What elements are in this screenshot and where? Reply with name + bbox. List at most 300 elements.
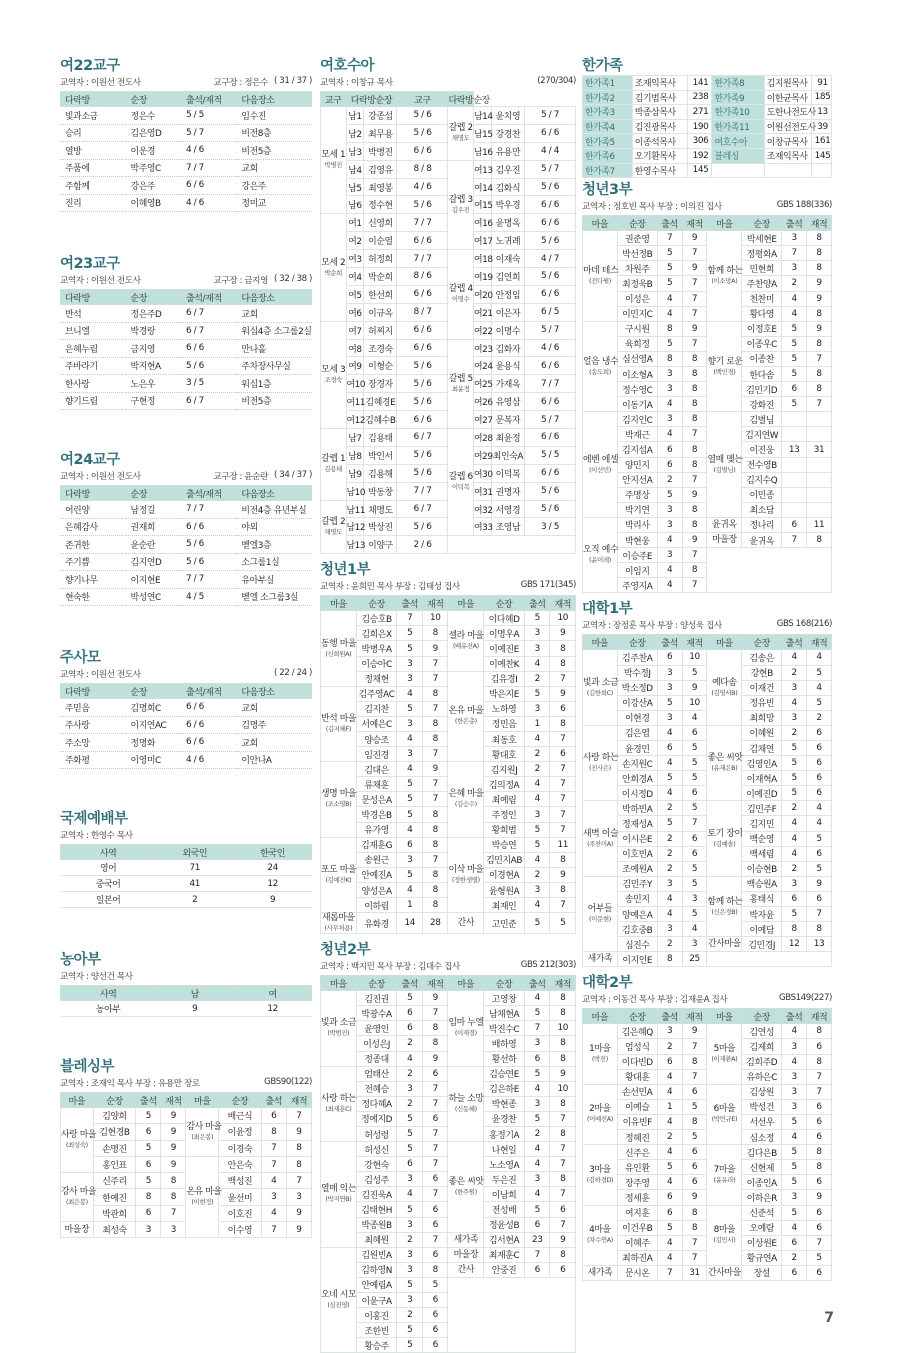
table-cell: 2 <box>657 472 682 487</box>
table-cell: 4 <box>782 306 807 321</box>
table-row <box>321 1232 576 1247</box>
table-cell: 5 <box>807 665 832 680</box>
table-cell: 어린양 <box>60 501 126 519</box>
table-cell: 박자윤 <box>742 907 782 922</box>
table-cell: 14 <box>397 913 423 934</box>
table-cell: 심선영A <box>617 351 657 366</box>
group-name: 열매 맺는 <box>707 454 743 465</box>
table-cell: 6 <box>422 1293 448 1308</box>
group-name: 갈렙 4 <box>448 284 473 295</box>
table-cell: 8 <box>682 517 707 532</box>
table-cell: 6 <box>397 1006 423 1021</box>
group-name: 온유 마을 <box>186 1187 222 1198</box>
table-cell: 4 <box>782 816 807 831</box>
table-cell: 박성건 <box>742 1099 782 1114</box>
table-cell: 8 <box>422 898 448 913</box>
table-cell: 6 / 6 <box>397 411 448 429</box>
table-cell: 8 <box>550 1126 576 1141</box>
table-cell: 김화식 <box>491 178 524 196</box>
table-cell: 비전8층 <box>236 124 312 142</box>
column-header: 출석 <box>657 635 682 650</box>
column-header: 마을 <box>583 216 618 231</box>
table-cell: 9 <box>161 1140 186 1156</box>
column-header: 재적 <box>550 596 576 611</box>
table-cell: 이호빈A <box>617 846 657 861</box>
table-cell: 김은영D <box>126 124 181 142</box>
table-cell: 12 <box>234 876 312 892</box>
table-cell: 4 <box>397 882 423 897</box>
table-cell: 남14 <box>473 107 491 125</box>
table-cell: 여5 <box>346 285 364 303</box>
table-cell: 여20 <box>473 285 491 303</box>
table-cell: 8 <box>422 1036 448 1051</box>
table-cell: 신현제 <box>742 1160 782 1175</box>
table-cell: 한영수목사 <box>632 163 687 178</box>
table-row <box>583 517 832 532</box>
group-name: 사랑 마을 <box>61 1130 97 1141</box>
table-cell: 4 <box>657 397 682 412</box>
table-cell: 정세훈 <box>617 1190 657 1205</box>
section-leader: 교구장 : 정은수 <box>213 78 268 88</box>
table-cell: 3 <box>397 852 423 867</box>
group-name: 함께 하는 <box>707 896 743 907</box>
table-cell: 8 <box>682 442 707 457</box>
table-cell: 5 <box>807 831 832 846</box>
table-cell: 노귀례 <box>491 232 524 250</box>
table-cell: 이강산A <box>617 695 657 710</box>
table-cell: 9 <box>682 1190 707 1205</box>
table-cell: 8 <box>782 922 807 937</box>
table-cell: 9 <box>422 762 448 777</box>
table-cell: 2 <box>657 801 682 816</box>
table-cell: 3 <box>782 1069 807 1084</box>
table-cell: 4 <box>397 1051 423 1066</box>
table-cell: 김화자 <box>491 339 524 357</box>
table-cell: 5 / 7 <box>524 321 575 339</box>
table-cell: 5 <box>397 641 423 656</box>
table-cell: 9 <box>550 1066 576 1081</box>
table-cell: 7 <box>422 671 448 686</box>
table-cell: 진리 <box>60 194 126 212</box>
table-cell: 이다빈D <box>617 1054 657 1069</box>
table-cell: 6 <box>422 1338 448 1353</box>
table-cell: 박지현A <box>126 357 181 375</box>
group-cell <box>583 1145 618 1205</box>
table-cell: 5 <box>657 816 682 831</box>
table-cell: 5 <box>682 756 707 771</box>
group-cell <box>707 1145 742 1205</box>
table-cell: 김지수Q <box>742 472 782 487</box>
group-cell <box>583 952 618 967</box>
table-cell: 조재익목사 <box>632 76 687 91</box>
column-header: 한국인 <box>234 845 312 860</box>
table-cell: 김현경B <box>93 1124 136 1140</box>
table-cell: 한선희 <box>364 285 397 303</box>
column-header: 마을 <box>707 635 742 650</box>
group-cell <box>321 913 357 934</box>
table-cell: 주소망 <box>60 734 126 752</box>
table-cell: 이예진E <box>484 641 525 656</box>
table-cell: 윤선미 <box>219 1189 262 1205</box>
table-cell: 6 / 6 <box>181 340 236 358</box>
table-cell: 이종찬 <box>742 351 782 366</box>
column-header: 순장 <box>219 1093 262 1108</box>
table-cell: 최정욱B <box>617 276 657 291</box>
section-여23교구 <box>60 256 312 452</box>
table-cell: 41 <box>156 876 234 892</box>
section-table <box>60 844 312 908</box>
table-cell: 백세림 <box>742 846 782 861</box>
group-leader: (차수연A) <box>586 1236 613 1245</box>
table-cell: 양승조 <box>356 732 397 747</box>
group-cell <box>448 1066 484 1141</box>
table-cell: 박우경 <box>491 196 524 214</box>
table-cell: 4 <box>524 1157 550 1172</box>
table-cell: 여23 <box>473 339 491 357</box>
table-cell: 7 <box>550 762 576 777</box>
column-header: 다음장소 <box>236 290 312 305</box>
table-cell: 최무용 <box>364 124 397 142</box>
group-cell <box>583 231 618 322</box>
section-info <box>60 668 312 680</box>
group-name: 새롭마을 <box>321 913 355 924</box>
table-cell: 이규옥 <box>364 303 397 321</box>
table-cell: 8 <box>136 1189 161 1205</box>
table-cell: 31 <box>682 1265 707 1280</box>
table-cell: 김민주Y <box>617 876 657 891</box>
table-cell: 8 <box>550 991 576 1006</box>
table-cell: 4 <box>524 991 550 1006</box>
table-cell: 김지원목사 <box>764 76 811 91</box>
table-cell: 4 <box>657 427 682 442</box>
table-cell: 이원선전도사 <box>764 119 811 134</box>
group-leader: (최성숙) <box>65 1141 88 1150</box>
table-cell: 이혜영B <box>126 194 181 212</box>
table-cell: 2 <box>524 1126 550 1141</box>
table-cell: 71 <box>156 860 234 876</box>
table-cell: 김진광목사 <box>632 119 687 134</box>
table-cell: 6 <box>782 382 807 397</box>
column-middle <box>320 58 576 1353</box>
column-header: 재적 <box>550 976 576 991</box>
group-name: 빛과 소금 <box>583 677 619 688</box>
table-cell: 5 <box>524 686 550 701</box>
table-cell: 이소형A <box>617 367 657 382</box>
table-cell: 조한빈 <box>356 1323 397 1338</box>
table-cell: 박기연 <box>617 502 657 517</box>
table-cell: 송원근 <box>356 852 397 867</box>
table-cell: 6 <box>397 1021 423 1036</box>
group-leader: 박순희 <box>324 268 343 277</box>
table-cell: 91 <box>812 76 832 91</box>
table-cell: 3 <box>524 1172 550 1187</box>
table-cell: 조영남 <box>491 518 524 536</box>
group-cell <box>707 1265 742 1280</box>
table-cell: 유가영 <box>356 822 397 837</box>
group-cell <box>448 160 474 249</box>
table-cell: 5 <box>397 777 423 792</box>
table-cell: 5 <box>782 367 807 382</box>
table-cell: 강경찬 <box>491 124 524 142</box>
section-title: 여22교구 <box>60 58 120 74</box>
section-청년2부 <box>320 942 576 1353</box>
table-cell: 4 <box>524 898 550 913</box>
table-cell: 이수영 <box>219 1222 262 1238</box>
column-header: 교구 <box>321 92 347 107</box>
table-cell: 정윤성B <box>484 1217 525 1232</box>
table-cell: 5 <box>682 1130 707 1145</box>
table-row <box>583 801 832 816</box>
table-cell: 6 / 6 <box>524 464 575 482</box>
table-cell: 김의정A <box>484 777 525 792</box>
table-cell: 6 <box>136 1124 161 1140</box>
table-cell: 최동호 <box>484 732 525 747</box>
table-cell: 6 <box>807 756 832 771</box>
group-cell <box>583 321 618 412</box>
table-cell: 6 <box>397 837 423 852</box>
table-cell: 9 <box>807 291 832 306</box>
table-cell: 5 <box>782 907 807 922</box>
table-cell: 5 / 6 <box>524 500 575 518</box>
table-cell: 정혜진 <box>617 1130 657 1145</box>
table-cell: 6 <box>807 740 832 755</box>
table-cell: 3 <box>397 671 423 686</box>
table-cell: 5 / 6 <box>397 375 448 393</box>
column-header: 재적 <box>422 976 448 991</box>
table-cell: 3 <box>136 1222 161 1238</box>
group-leader: (이재환A) <box>711 1055 738 1064</box>
table-cell: 이종석목사 <box>632 134 687 149</box>
table-cell: 5 <box>682 771 707 786</box>
table-cell: 윤귀옥 <box>742 533 782 548</box>
table-cell: 6 / 6 <box>524 285 575 303</box>
table-cell: 8 <box>682 1220 707 1235</box>
table-cell: 3 <box>524 701 550 716</box>
table-cell: 정유빈 <box>742 695 782 710</box>
table-cell: 교회 <box>236 734 312 752</box>
group-cell <box>321 762 357 837</box>
section-staff: 교역자 : 이창규 목사 <box>320 78 393 88</box>
table-cell: 5 <box>657 1220 682 1235</box>
table-cell: 7 <box>422 1187 448 1202</box>
table-cell <box>812 163 832 178</box>
group-cell <box>583 1084 618 1144</box>
table-cell: 윤형원A <box>484 882 525 897</box>
table-cell: 여호수아 <box>712 134 764 149</box>
column-header: 재적 <box>682 1009 707 1024</box>
table-cell: 허성령 <box>356 1126 397 1141</box>
table-cell: 한가족11 <box>712 119 764 134</box>
table-cell: 7 <box>682 276 707 291</box>
table-cell: 6 <box>807 1099 832 1114</box>
table-cell: 9 <box>682 321 707 336</box>
table-cell: 5 <box>397 1126 423 1141</box>
table-row <box>583 1205 832 1220</box>
table-cell: 6 <box>807 725 832 740</box>
table-cell: 4 <box>524 792 550 807</box>
table-cell: 이경현A <box>484 867 525 882</box>
table-cell: 한가족4 <box>583 119 633 134</box>
group-leader: (이선민) <box>588 465 611 474</box>
column-header: 마을 <box>707 1009 742 1024</box>
table-cell: 5 <box>657 336 682 351</box>
table-cell: 7 <box>807 351 832 366</box>
table-cell: 3 <box>782 876 807 891</box>
table-cell: 8 <box>550 656 576 671</box>
table-cell: 워십1층 <box>236 375 312 393</box>
table-cell: 여10 <box>346 375 364 393</box>
table-cell: 이민지C <box>617 306 657 321</box>
table-row <box>583 952 832 967</box>
table-cell: 2 <box>524 762 550 777</box>
table-cell: 만나홀 <box>236 340 312 358</box>
section-info <box>320 580 576 592</box>
table-cell: 4 <box>657 578 682 593</box>
column-header: 순장 <box>484 976 525 991</box>
column-header: 다음장소 <box>236 684 312 699</box>
table-cell: 9 <box>550 867 576 882</box>
table-cell: 박수정J <box>617 665 657 680</box>
table-cell: 5 / 6 <box>397 124 448 142</box>
table-cell: 8 <box>807 382 832 397</box>
table-row <box>321 1066 576 1081</box>
table-cell: 4 <box>397 686 423 701</box>
table-row <box>321 671 576 686</box>
table-cell: 한가족2 <box>583 90 633 105</box>
table-cell: 3 <box>657 876 682 891</box>
table-cell: 6 <box>657 650 682 665</box>
table-cell: 한사랑 <box>60 375 126 393</box>
table-cell: 박현종 <box>484 1096 525 1111</box>
table-cell: 김희주D <box>742 1054 782 1069</box>
table-cell: 은혜누림 <box>60 340 126 358</box>
table-cell: 이승주E <box>617 548 657 563</box>
group-cell <box>321 214 347 321</box>
table-cell: 차원주 <box>617 261 657 276</box>
table-cell: 블레싱 <box>712 148 764 163</box>
table-cell: 3 <box>397 656 423 671</box>
group-cell <box>321 500 347 554</box>
table-cell: 김지찬 <box>356 701 397 716</box>
group-leader: (김승수) <box>454 800 477 809</box>
table-cell: 이승현B <box>742 861 782 876</box>
table-cell: 전성배 <box>484 1202 525 1217</box>
table-cell: 7 <box>807 1235 832 1250</box>
table-cell: 주찬양A <box>742 276 782 291</box>
table-cell: 5 <box>136 1173 161 1189</box>
table-cell: 8 <box>550 1247 576 1262</box>
table-cell: 6 <box>524 1262 550 1277</box>
table-cell: 정재성A <box>617 816 657 831</box>
table-cell: 4 <box>657 1145 682 1160</box>
table-cell: 윤치영 <box>491 107 524 125</box>
table-cell: 8 <box>682 563 707 578</box>
table-cell: 7 <box>682 306 707 321</box>
table-cell: 여6 <box>346 303 364 321</box>
table-cell: 권재희 <box>126 518 181 536</box>
table-cell: 4 <box>657 1069 682 1084</box>
table-cell: 6 / 6 <box>181 699 236 717</box>
table-cell: 유하은C <box>742 1069 782 1084</box>
table-cell: 주믿음 <box>60 699 126 717</box>
table-cell: 7 <box>682 1039 707 1054</box>
table-cell: 김유경I <box>484 671 525 686</box>
group-name: 사랑 하는 <box>321 1093 357 1104</box>
table-row <box>583 937 832 952</box>
section-table <box>60 683 312 769</box>
section-staff: 교역자 : 이원선 전도사 <box>60 472 141 482</box>
group-leader: (박민규E) <box>711 1115 738 1124</box>
table-cell: 7 <box>807 907 832 922</box>
table-cell: 김승호B <box>356 611 397 626</box>
column-header: 출석 <box>657 216 682 231</box>
table-cell: 허정희 <box>364 250 397 268</box>
table-cell: 5 <box>550 913 576 934</box>
table-cell: 1 <box>397 898 423 913</box>
table-cell: 이시은E <box>617 831 657 846</box>
section-대학1부 <box>582 601 832 975</box>
table-cell: 5 / 6 <box>181 536 236 554</box>
group-cell <box>707 533 742 548</box>
table-cell: 여4 <box>346 268 364 286</box>
table-cell: 5 <box>782 1205 807 1220</box>
table-cell: 남16 <box>473 142 491 160</box>
table-cell: 구시원 <box>617 321 657 336</box>
table-cell: 김은혜Q <box>617 1024 657 1039</box>
table-cell: 이예담 <box>742 922 782 937</box>
table-cell: 9 <box>550 1232 576 1247</box>
table-cell: 6 <box>136 1156 161 1172</box>
empty-cell <box>448 536 576 554</box>
table-cell: 4 <box>657 756 682 771</box>
table-cell: 13 <box>807 937 832 952</box>
table-cell: 4 <box>782 650 807 665</box>
table-cell: 비전4층 유년부실 <box>236 501 312 519</box>
table-cell: 최혜원 <box>356 1232 397 1247</box>
table-cell: 8 / 7 <box>397 303 448 321</box>
group-leader: (주찬미A) <box>586 839 613 848</box>
table-row <box>583 725 832 740</box>
group-cell <box>583 1024 618 1084</box>
table-cell: 6 <box>682 786 707 801</box>
table-cell: 3 <box>524 807 550 822</box>
table-cell: 김민기D <box>742 382 782 397</box>
group-name: 좋은 씨앗 <box>707 753 743 764</box>
column-header: 출석 <box>397 596 423 611</box>
group-name: 새가족 <box>453 1234 479 1245</box>
table-cell: 여24 <box>473 357 491 375</box>
table-cell: 6 <box>657 1054 682 1069</box>
table-cell: 3 / 5 <box>181 375 236 393</box>
section-total: GBS 188(336) <box>776 200 832 211</box>
table-cell: 여26 <box>473 393 491 411</box>
table-cell: 6 <box>682 846 707 861</box>
table-cell: 8 <box>422 1021 448 1036</box>
table-cell: 박주영C <box>126 159 181 177</box>
table-cell: 박순희 <box>364 268 397 286</box>
table-cell: 7 <box>782 246 807 261</box>
table-cell: 윤순란 <box>126 536 181 554</box>
table-cell: 6 <box>807 1205 832 1220</box>
table-cell: 존귀한 <box>60 536 126 554</box>
table-cell: 7 <box>807 1084 832 1099</box>
group-cell <box>321 837 357 912</box>
table-row <box>60 553 312 571</box>
group-cell <box>448 762 484 837</box>
table-cell: 5 <box>524 822 550 837</box>
table-cell: 이예슬 <box>617 1099 657 1114</box>
empty-cell <box>707 952 832 967</box>
